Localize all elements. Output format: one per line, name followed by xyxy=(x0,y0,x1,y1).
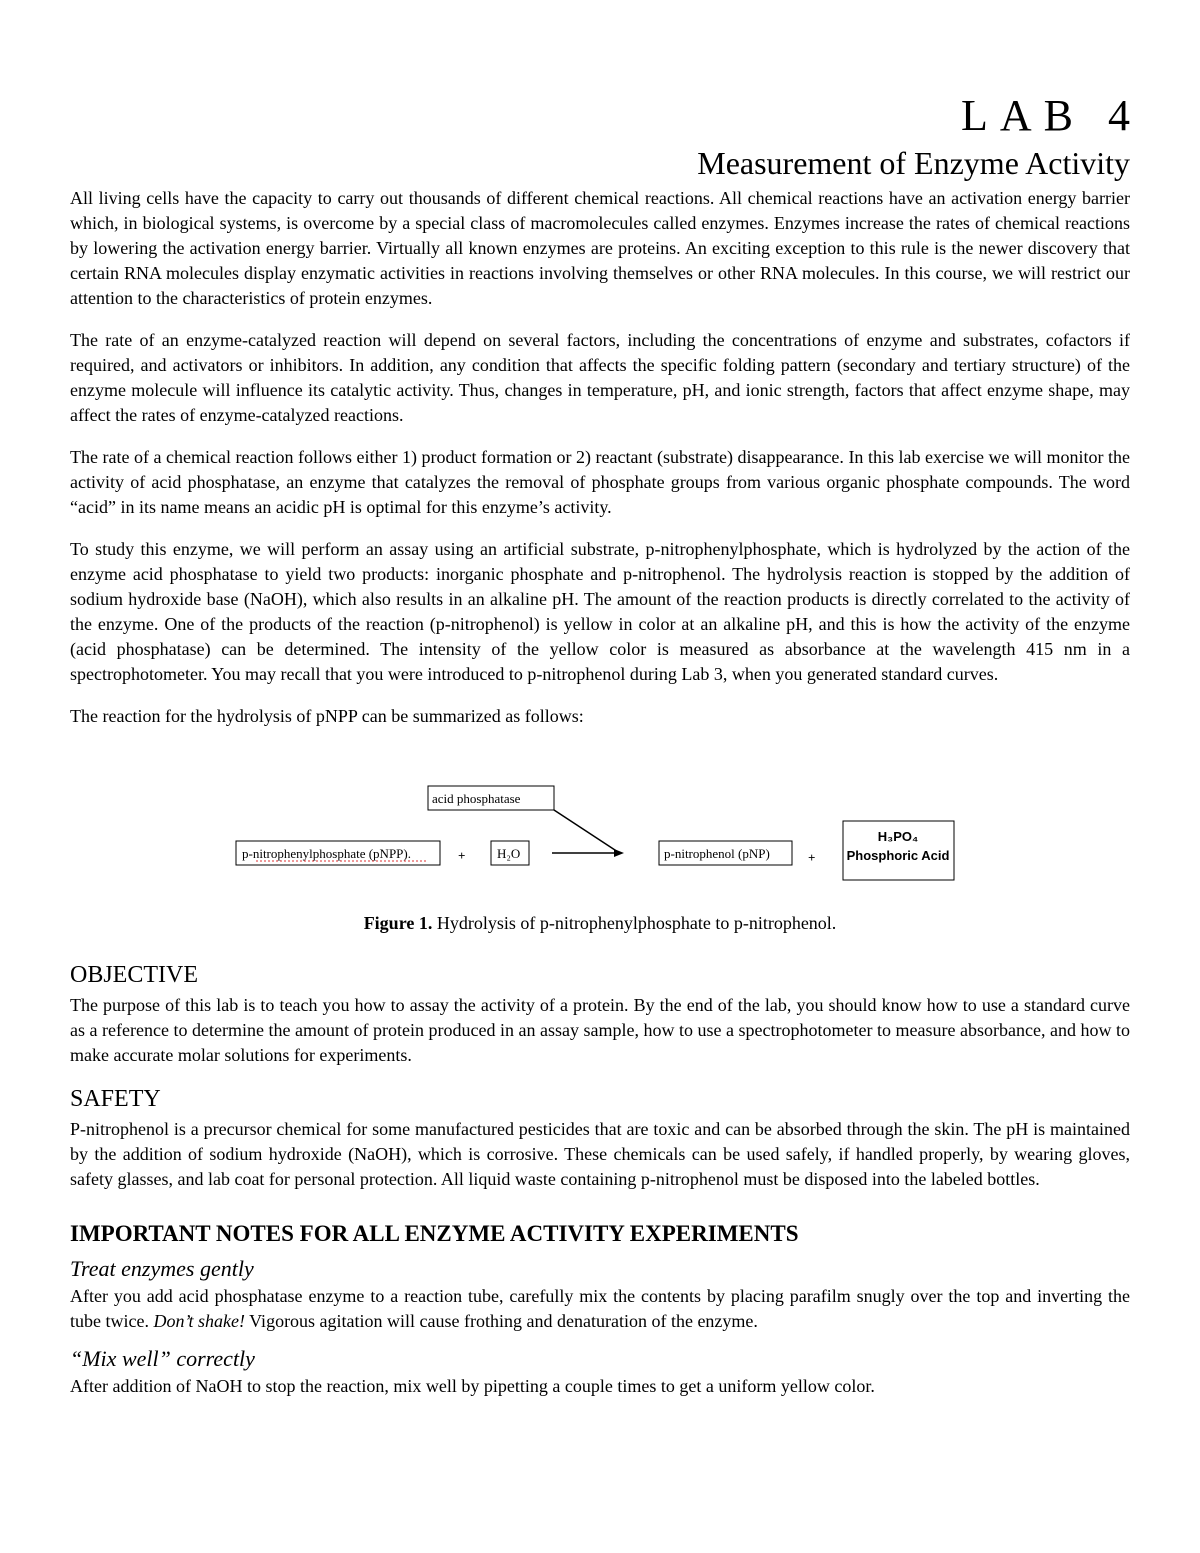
safety-heading: SAFETY xyxy=(70,1086,161,1112)
acid-formula: H₃PO₄ xyxy=(877,829,919,844)
intro-paragraph-1: All living cells have the capacity to carry out thousands of different chemical reactions. All chemical reactions have an activation energy barrier which, in biological systems, is overcome by a special class of macromolecules called enzymes. Enzymes increase the rates of chemical reactions by lowering the activation energy barrier. Virtually all known enzymes are proteins. An exciting exception to this rule is the newer discovery that certain RNA molecules display enzymatic activities in reactions involving themselves or other RNA molecules. In this course, we will restrict our attention to the characteristics of protein enzymes. xyxy=(70,188,1130,308)
intro-paragraph-5: The reaction for the hydrolysis of pNPP can be summarized as follows: xyxy=(70,706,584,726)
plus-sign-2: + xyxy=(808,850,816,865)
enzyme-connector-line xyxy=(554,810,618,852)
intro-paragraph-4: To study this enzyme, we will perform an assay using an artificial substrate, p-nitrophenylphosphate, which is hydrolyzed by the action of the enzyme acid phosphatase to yield two products: inorganic phosphate and p-nitrophenol. The hydrolysis reaction is stopped by the addition of sodium hydroxide base (NaOH), which also results in an alkaline pH. The amount of the reaction products is directly correlated to the activity of the enzyme. One of the products of the reaction (p-nitrophenol) is yellow in color at an alkaline pH, and this is how the activity of the enzyme (acid phosphatase) can be determined. The intensity of the yellow color is measured as absorbance at the wavelength 415 nm in a spectrophotometer. You may recall that you were introduced to p-nitrophenol during Lab 3, when you generated standard curves. xyxy=(70,539,1130,684)
note-text-part: After you add acid phosphatase enzyme to a reaction tube, carefully mix the contents by placing parafilm snugly over the top and inverting the tube twice. xyxy=(70,1286,1130,1331)
lab-title: Measurement of Enzyme Activity xyxy=(697,145,1130,181)
figure-caption-text: Hydrolysis of p-nitrophenylphosphate to p-nitrophenol. xyxy=(432,913,837,933)
figure-caption xyxy=(70,911,1130,936)
intro-paragraph-2: The rate of an enzyme-catalyzed reaction will depend on several factors, including the concentrations of enzyme and substrates, cofactors if required, and activators or inhibitors. In addition, any condition that affects the specific folding pattern (secondary and tertiary structure) of the enzyme molecule will influence its catalytic activity. Thus, changes in temperature, pH, and ionic strength, factors that affect enzyme shape, may affect the rates of enzyme-catalyzed reactions. xyxy=(70,330,1130,425)
product-label: p-nitrophenol (pNP) xyxy=(664,846,770,861)
document-body xyxy=(70,186,1130,1416)
reaction-figure xyxy=(70,771,1130,961)
safety-text: P-nitrophenol is a precursor chemical for some manufactured pesticides that are toxic and can be absorbed through the skin. The pH is maintained by the addition of sodium hydroxide (NaOH), which is corrosive. These chemicals can be used safely, if handled properly, by wearing gloves, safety glasses, and lab coat for personal protection. All liquid waste containing p-nitrophenol must be disposed into the labeled bottles. xyxy=(70,1119,1130,1189)
enzyme-label: acid phosphatase xyxy=(432,791,521,806)
note-mix-well-text: After addition of NaOH to stop the reaction, mix well by pipetting a couple times to get a uniform yellow color. xyxy=(70,1376,875,1396)
lab-number: LAB 4 xyxy=(961,91,1142,140)
figure-caption-label: Figure 1. xyxy=(363,913,433,933)
reaction-diagram xyxy=(70,771,1130,911)
water-label: H₂O xyxy=(497,846,521,861)
note-mix-well-title: “Mix well” correctly xyxy=(70,1346,255,1371)
note-text-part: Vigorous agitation will cause frothing and denaturation of the enzyme. xyxy=(244,1311,758,1331)
intro-paragraph-3: The rate of a chemical reaction follows either 1) product formation or 2) reactant (substrate) disappearance. In this lab exercise we will monitor the activity of acid phosphatase, an enzyme that catalyzes the removal of phosphate groups from various organic phosphate compounds. The word “acid” in its name means an acidic pH is optimal for this enzyme’s activity. xyxy=(70,447,1130,517)
note-treat-enzymes-title: Treat enzymes gently xyxy=(70,1256,254,1281)
reaction-arrow-head xyxy=(614,849,624,857)
objective-text: The purpose of this lab is to teach you how to assay the activity of a protein. By the end of the lab, you should know how to use a standard curve as a reference to determine the amount of protein produced in an assay sample, how to use a spectrophotometer to measure absorbance, and how to make accurate molar solutions for experiments. xyxy=(70,995,1130,1065)
note-emphasis: Don’t shake! xyxy=(153,1311,245,1331)
important-notes-heading: IMPORTANT NOTES FOR ALL ENZYME ACTIVITY EXPERIMENTS xyxy=(70,1221,799,1246)
plus-sign-1: + xyxy=(458,848,466,863)
note-treat-enzymes-text xyxy=(70,1284,1130,1334)
acid-name: Phosphoric Acid xyxy=(846,848,950,863)
objective-heading: OBJECTIVE xyxy=(70,962,198,988)
substrate-label: p-nitrophenylphosphate (pNPP). xyxy=(242,846,411,861)
